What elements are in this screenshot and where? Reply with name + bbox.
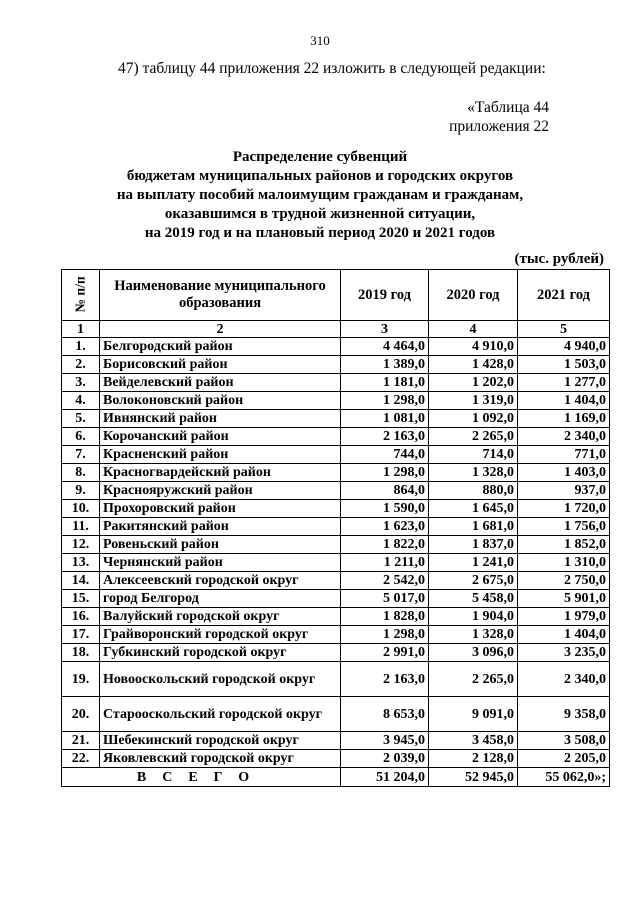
value-2020: 1 428,0 — [429, 356, 518, 374]
value-2020: 880,0 — [429, 482, 518, 500]
value-2019: 1 828,0 — [341, 608, 429, 626]
column-index: 3 — [341, 321, 429, 338]
row-number: 7. — [62, 446, 100, 464]
municipality-name: Ровеньский район — [100, 536, 341, 554]
municipality-name: Волоконовский район — [100, 392, 341, 410]
table-row — [62, 608, 610, 626]
row-number: 20. — [62, 697, 100, 732]
value-2021: 1 979,0 — [518, 608, 610, 626]
row-number: 13. — [62, 554, 100, 572]
row-number: 15. — [62, 590, 100, 608]
value-2020: 4 910,0 — [429, 338, 518, 356]
title-line: оказавшимся в трудной жизненной ситуации, — [164, 206, 476, 222]
table-row — [62, 338, 610, 356]
value-2019: 1 181,0 — [341, 374, 429, 392]
header-2020: 2020 год — [429, 270, 518, 321]
value-2021: 1 169,0 — [518, 410, 610, 428]
value-2019: 1 211,0 — [341, 554, 429, 572]
municipality-name: Красненский район — [100, 446, 341, 464]
row-number: 17. — [62, 626, 100, 644]
column-index: 1 — [62, 321, 100, 338]
value-2021: 771,0 — [518, 446, 610, 464]
value-2019: 8 653,0 — [341, 697, 429, 732]
table-row — [62, 697, 610, 732]
header-number-label: № п/п — [73, 276, 88, 313]
value-2021: 1 403,0 — [518, 464, 610, 482]
value-2020: 714,0 — [429, 446, 518, 464]
row-number: 12. — [62, 536, 100, 554]
value-2019: 1 298,0 — [341, 392, 429, 410]
municipality-name: Старооскольский городской округ — [100, 697, 341, 732]
value-2019: 1 623,0 — [341, 518, 429, 536]
value-2021: 3 235,0 — [518, 644, 610, 662]
table-row — [62, 482, 610, 500]
municipality-name: Корочанский район — [100, 428, 341, 446]
value-2019: 2 163,0 — [341, 428, 429, 446]
value-2020: 1 681,0 — [429, 518, 518, 536]
value-2020: 2 128,0 — [429, 750, 518, 768]
unit-note: (тыс. рублей) — [514, 251, 604, 267]
municipality-name: Грайворонский городской округ — [100, 626, 341, 644]
value-2021: 2 205,0 — [518, 750, 610, 768]
total-v2020: 52 945,0 — [429, 768, 518, 787]
municipality-name: Валуйский городской округ — [100, 608, 341, 626]
table-row — [62, 590, 610, 608]
value-2021: 1 404,0 — [518, 392, 610, 410]
municipality-name: Вейделевский район — [100, 374, 341, 392]
value-2020: 2 265,0 — [429, 662, 518, 697]
row-number: 11. — [62, 518, 100, 536]
table-header-row — [62, 270, 610, 321]
value-2021: 1 404,0 — [518, 626, 610, 644]
title-line: бюджетам муниципальных районов и городских округов — [126, 168, 514, 184]
value-2019: 1 822,0 — [341, 536, 429, 554]
document-title — [0, 148, 640, 243]
value-2019: 2 991,0 — [341, 644, 429, 662]
row-number: 2. — [62, 356, 100, 374]
table-row — [62, 356, 610, 374]
municipality-name: Борисовский район — [100, 356, 341, 374]
table-row — [62, 626, 610, 644]
municipality-name: Краснояружский район — [100, 482, 341, 500]
value-2019: 1 590,0 — [341, 500, 429, 518]
value-2020: 3 458,0 — [429, 732, 518, 750]
value-2020: 9 091,0 — [429, 697, 518, 732]
value-2020: 1 241,0 — [429, 554, 518, 572]
value-2020: 1 319,0 — [429, 392, 518, 410]
row-number: 4. — [62, 392, 100, 410]
page-number: 310 — [310, 33, 330, 48]
table-caption-line-2: приложения 22 — [449, 118, 549, 135]
value-2021: 2 750,0 — [518, 572, 610, 590]
value-2021: 5 901,0 — [518, 590, 610, 608]
row-number: 5. — [62, 410, 100, 428]
value-2020: 1 202,0 — [429, 374, 518, 392]
total-v2019: 51 204,0 — [341, 768, 429, 787]
title-line: на выплату пособий малоимущим гражданам и гражданам, — [116, 187, 524, 203]
municipality-name: Шебекинский городской округ — [100, 732, 341, 750]
row-number: 10. — [62, 500, 100, 518]
municipality-name: Ракитянский район — [100, 518, 341, 536]
row-number: 9. — [62, 482, 100, 500]
table-row — [62, 518, 610, 536]
row-number: 3. — [62, 374, 100, 392]
value-2021: 9 358,0 — [518, 697, 610, 732]
header-number — [62, 270, 100, 321]
value-2020: 1 092,0 — [429, 410, 518, 428]
value-2021: 937,0 — [518, 482, 610, 500]
value-2019: 2 542,0 — [341, 572, 429, 590]
row-number: 21. — [62, 732, 100, 750]
value-2019: 1 298,0 — [341, 626, 429, 644]
value-2019: 864,0 — [341, 482, 429, 500]
value-2021: 1 852,0 — [518, 536, 610, 554]
row-number: 1. — [62, 338, 100, 356]
table-row — [62, 732, 610, 750]
value-2019: 3 945,0 — [341, 732, 429, 750]
table-row — [62, 410, 610, 428]
value-2019: 4 464,0 — [341, 338, 429, 356]
title-line: на 2019 год и на плановый период 2020 и 2021 годов — [144, 225, 496, 241]
value-2020: 2 675,0 — [429, 572, 518, 590]
value-2020: 1 645,0 — [429, 500, 518, 518]
column-index-row — [62, 321, 610, 338]
title-line: Распределение субвенций — [232, 149, 408, 165]
value-2019: 2 163,0 — [341, 662, 429, 697]
subvention-table — [61, 269, 610, 787]
municipality-name: Ивнянский район — [100, 410, 341, 428]
table-row — [62, 554, 610, 572]
row-number: 19. — [62, 662, 100, 697]
table-caption-line-1: «Таблица 44 — [467, 99, 549, 116]
table-row — [62, 750, 610, 768]
value-2020: 1 328,0 — [429, 464, 518, 482]
value-2021: 1 756,0 — [518, 518, 610, 536]
value-2020: 1 904,0 — [429, 608, 518, 626]
table-row — [62, 500, 610, 518]
municipality-name: Прохоровский район — [100, 500, 341, 518]
column-index: 2 — [100, 321, 341, 338]
table-row — [62, 644, 610, 662]
table-row — [62, 662, 610, 697]
value-2019: 1 081,0 — [341, 410, 429, 428]
header-2019: 2019 год — [341, 270, 429, 321]
row-number: 6. — [62, 428, 100, 446]
value-2021: 2 340,0 — [518, 662, 610, 697]
column-index: 5 — [518, 321, 610, 338]
value-2021: 1 503,0 — [518, 356, 610, 374]
value-2021: 3 508,0 — [518, 732, 610, 750]
value-2020: 3 096,0 — [429, 644, 518, 662]
value-2021: 1 277,0 — [518, 374, 610, 392]
total-v2021: 55 062,0»; — [518, 768, 610, 787]
instruction-text: 47) таблицу 44 приложения 22 изложить в следующей редакции: — [118, 60, 546, 77]
table-row — [62, 428, 610, 446]
table-row — [62, 374, 610, 392]
header-name: Наименование муниципального образования — [100, 270, 341, 321]
municipality-name: Новооскольский городской округ — [100, 662, 341, 697]
table-row — [62, 536, 610, 554]
municipality-name: Алексеевский городской округ — [100, 572, 341, 590]
value-2019: 2 039,0 — [341, 750, 429, 768]
value-2021: 4 940,0 — [518, 338, 610, 356]
total-row — [62, 768, 610, 787]
value-2020: 1 837,0 — [429, 536, 518, 554]
municipality-name: Чернянский район — [100, 554, 341, 572]
value-2021: 2 340,0 — [518, 428, 610, 446]
row-number: 16. — [62, 608, 100, 626]
value-2020: 2 265,0 — [429, 428, 518, 446]
value-2019: 1 298,0 — [341, 464, 429, 482]
value-2019: 744,0 — [341, 446, 429, 464]
table-row — [62, 446, 610, 464]
value-2020: 1 328,0 — [429, 626, 518, 644]
value-2019: 5 017,0 — [341, 590, 429, 608]
municipality-name: Красногвардейский район — [100, 464, 341, 482]
value-2020: 5 458,0 — [429, 590, 518, 608]
header-2021: 2021 год — [518, 270, 610, 321]
value-2019: 1 389,0 — [341, 356, 429, 374]
table-row — [62, 572, 610, 590]
row-number: 18. — [62, 644, 100, 662]
municipality-name: Яковлевский городской округ — [100, 750, 341, 768]
column-index: 4 — [429, 321, 518, 338]
municipality-name: Губкинский городской округ — [100, 644, 341, 662]
row-number: 14. — [62, 572, 100, 590]
value-2021: 1 310,0 — [518, 554, 610, 572]
total-label: ВСЕГО — [62, 768, 341, 787]
table-caption — [449, 98, 549, 136]
table-row — [62, 392, 610, 410]
municipality-name: Белгородский район — [100, 338, 341, 356]
row-number: 8. — [62, 464, 100, 482]
municipality-name: город Белгород — [100, 590, 341, 608]
row-number: 22. — [62, 750, 100, 768]
value-2021: 1 720,0 — [518, 500, 610, 518]
table-row — [62, 464, 610, 482]
